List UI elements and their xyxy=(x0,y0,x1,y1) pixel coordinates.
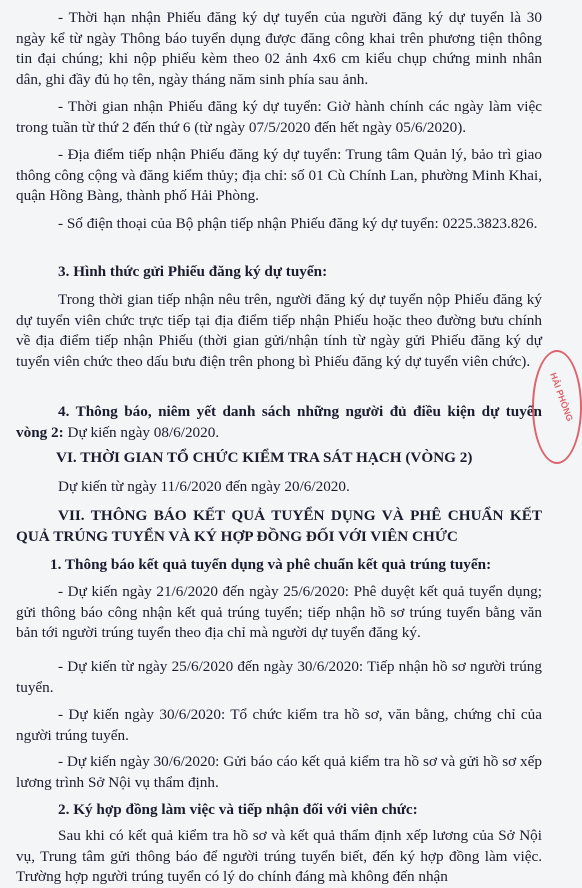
paragraph-check-files: - Dự kiến ngày 30/6/2020: Tổ chức kiểm tra hồ sơ, văn bằng, chứng chỉ của người trúng tuyển. xyxy=(16,706,542,744)
paragraph-exam-dates: Dự kiến từ ngày 11/6/2020 đến ngày 20/6/2020. xyxy=(58,478,350,495)
paragraph-receive-time: - Thời gian nhận Phiếu đăng ký dự tuyển: Giờ hành chính các ngày làm việc trong tuần từ thứ 2 đến thứ 6 (từ ngày 07/5/2020 đến hết ngày 05/6/2020). xyxy=(16,98,542,136)
heading-contract: 2. Ký hợp đồng làm việc và tiếp nhận đối với viên chức: xyxy=(58,801,418,818)
paragraph-announcement xyxy=(16,402,542,443)
red-stamp-seal xyxy=(532,350,582,464)
paragraph-phone: - Số điện thoại của Bộ phận tiếp nhận Phiếu đăng ký dự tuyển: 0225.3823.826. xyxy=(58,215,538,232)
paragraph-contract: Sau khi có kết quả kiểm tra hồ sơ và kết quả thẩm định xếp lương của Sở Nội vụ, Trung tâm gửi thông báo để người trúng tuyển biết, đến ký hợp đồng làm việc. Trường hợp người trúng tuyển có lý do chính đáng mà không đến nhận xyxy=(16,827,542,885)
paragraph-salary-report: - Dự kiến ngày 30/6/2020: Gửi báo cáo kết quả kiểm tra hồ sơ và gửi hồ sơ xếp lương trình Sở Nội vụ thẩm định. xyxy=(16,753,542,791)
paragraph-receive-files: - Dự kiến từ ngày 25/6/2020 đến ngày 30/6/2020: Tiếp nhận hồ sơ người trúng tuyển. xyxy=(16,658,542,696)
paragraph-results-approval: - Dự kiến ngày 21/6/2020 đến ngày 25/6/2020: Phê duyệt kết quả tuyển dụng; gửi thông báo công nhận kết quả trúng tuyển; tiếp nhận hồ sơ trúng tuyển bằng văn bản tới người trúng tuyển theo địa chỉ mà người dự tuyển đăng ký. xyxy=(16,583,542,641)
stamp-text: HẢI PHÒNG xyxy=(548,371,575,423)
heading-section-vii: VII. THÔNG BÁO KẾT QUẢ TUYỂN DỤNG VÀ PHÊ CHUẨN KẾT QUẢ TRÚNG TUYỂN VÀ KÝ HỢP ĐỒNG ĐỐI VỚI VIÊN CHỨC xyxy=(16,507,542,545)
paragraph-submission-method: Trong thời gian tiếp nhận nêu trên, người đăng ký dự tuyển nộp Phiếu đăng ký dự tuyển viên chức trực tiếp tại địa điểm tiếp nhận Phiếu hoặc theo đường bưu chính về địa điểm tiếp nhận Phiếu (thời gian gửi/nhận tính từ ngày gửi Phiếu đăng ký dự tuyển viên chức theo dấu bưu điện trên phong bì Phiếu đăng ký dự tuyển viên chức). xyxy=(16,291,542,370)
announcement-heading: 4. Thông báo, niêm yết danh sách những người đủ điều kiện dự tuyển vòng 2: xyxy=(16,403,542,441)
heading-section-vi: VI. THỜI GIAN TỔ CHỨC KIỂM TRA SÁT HẠCH (VÒNG 2) xyxy=(56,449,473,466)
paragraph-deadline: - Thời hạn nhận Phiếu đăng ký dự tuyển của người đăng ký dự tuyển là 30 ngày kể từ ngày Thông báo tuyển dụng được đăng công khai trên phương tiện thông tin đại chúng; khi nộp phiếu kèm theo 02 ảnh 4x6 cm kiểu chụp chứng minh nhân dân, ghi đầy đủ họ tên, ngày tháng năm sinh phía sau ảnh. xyxy=(16,9,542,88)
heading-submission-method: 3. Hình thức gửi Phiếu đăng ký dự tuyển: xyxy=(58,263,328,280)
heading-results-announcement: 1. Thông báo kết quả tuyển dụng và phê chuẩn kết quả trúng tuyển: xyxy=(50,556,492,573)
announcement-date: Dự kiến ngày 08/6/2020. xyxy=(63,423,220,441)
paragraph-receive-location: - Địa điểm tiếp nhận Phiếu đăng ký dự tuyển: Trung tâm Quản lý, bảo trì giao thông công cộng và đăng kiểm thủy; địa chỉ: số 01 Cù Chính Lan, phường Minh Khai, quận Hồng Bàng, thành phố Hải Phòng. xyxy=(16,146,542,204)
